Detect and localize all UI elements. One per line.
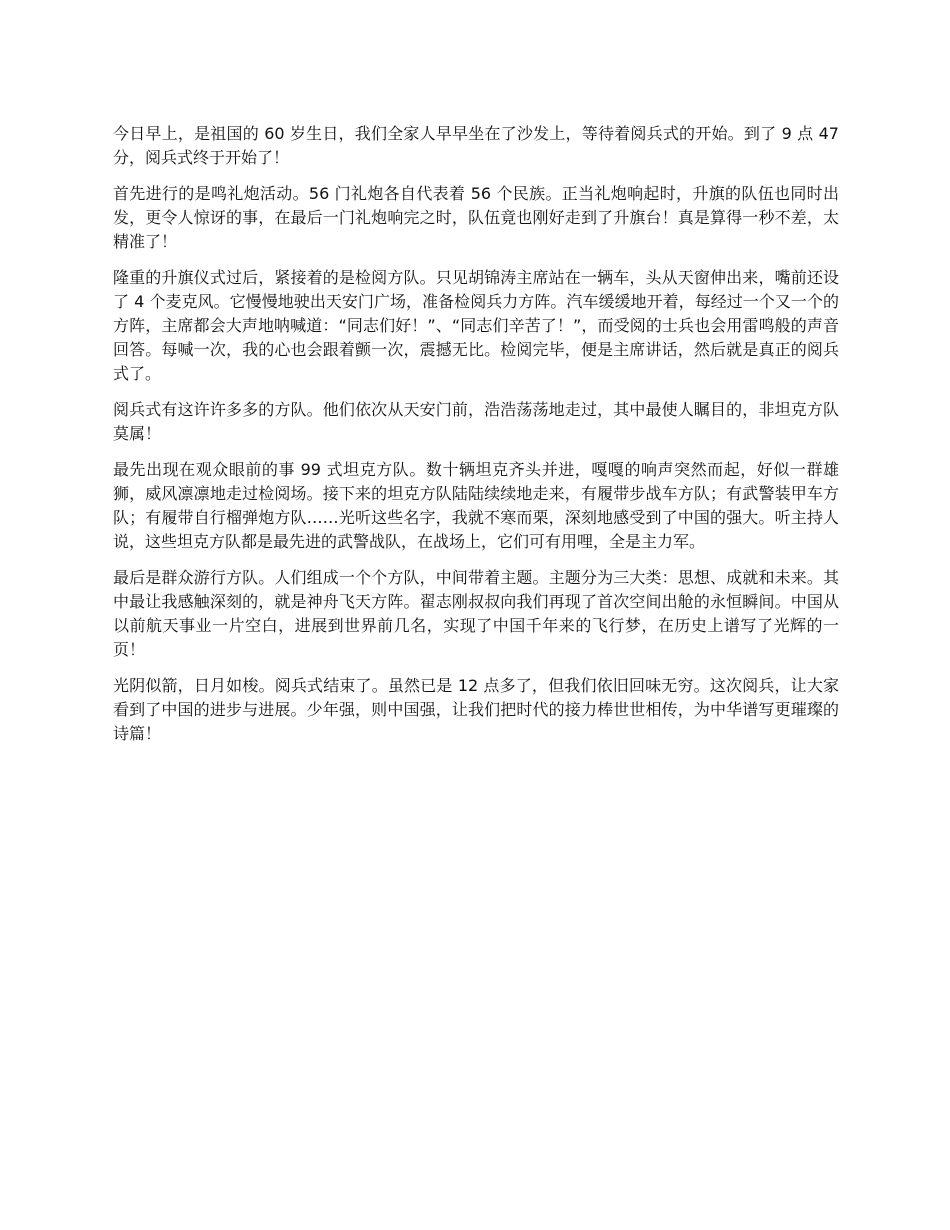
paragraph: 阅兵式有这许许多多的方队。他们依次从天安门前，浩浩荡荡地走过，其中最使人瞩目的，非坦克方队莫属！ [113,400,839,443]
paragraph: 最先出现在观众眼前的事 99 式坦克方队。数十辆坦克齐头并进，嘎嘎的响声突然而起，好似一群雄狮，威风凛凛地走过检阅场。接下来的坦克方队陆陆续续地走来，有履带步战车方队；有武警装甲车方队；有履带自行榴弹炮方队……光听这些名字，我就不寒而栗，深刻地感受到了中国的强大。听主持人说，这些坦克方队都是最先进的武警战队，在战场上，它们可有用哩，全是主力军。 [113,460,839,551]
paragraph: 光阴似箭，日月如梭。阅兵式结束了。虽然已是 12 点多了，但我们依旧回味无穷。这次阅兵，让大家看到了中国的进步与进展。少年强，则中国强，让我们把时代的接力棒世世相传，为中华谱写更璀璨的诗篇！ [113,676,839,743]
document-body [113,122,839,758]
paragraph: 隆重的升旗仪式过后，紧接着的是检阅方队。只见胡锦涛主席站在一辆车，头从天窗伸出来，嘴前还设了 4 个麦克风。它慢慢地驶出天安门广场，准备检阅兵力方阵。汽车缓缓地开着，每经过一个又一个的方阵，主席都会大声地呐喊道：“同志们好！”、“同志们辛苦了！”，而受阅的士兵也会用雷鸣般的声音回答。每喊一次，我的心也会跟着颤一次，震撼无比。检阅完毕，便是主席讲话，然后就是真正的阅兵式了。 [113,268,839,383]
paragraph: 最后是群众游行方队。人们组成一个个方队，中间带着主题。主题分为三大类：思想、成就和未来。其中最让我感触深刻的，就是神舟飞天方阵。翟志刚叔叔向我们再现了首次空间出舱的永恒瞬间。中国从以前航天事业一片空白，进展到世界前几名，实现了中国千年来的飞行梦，在历史上谱写了光辉的一页！ [113,568,839,659]
paragraph: 今日早上，是祖国的 60 岁生日，我们全家人早早坐在了沙发上，等待着阅兵式的开始。到了 9 点 47 分，阅兵式终于开始了！ [113,124,839,167]
paragraph: 首先进行的是鸣礼炮活动。56 门礼炮各自代表着 56 个民族。正当礼炮响起时，升旗的队伍也同时出发，更令人惊讶的事，在最后一门礼炮响完之时，队伍竟也刚好走到了升旗台！真是算得一秒不差，太精准了！ [113,184,839,251]
